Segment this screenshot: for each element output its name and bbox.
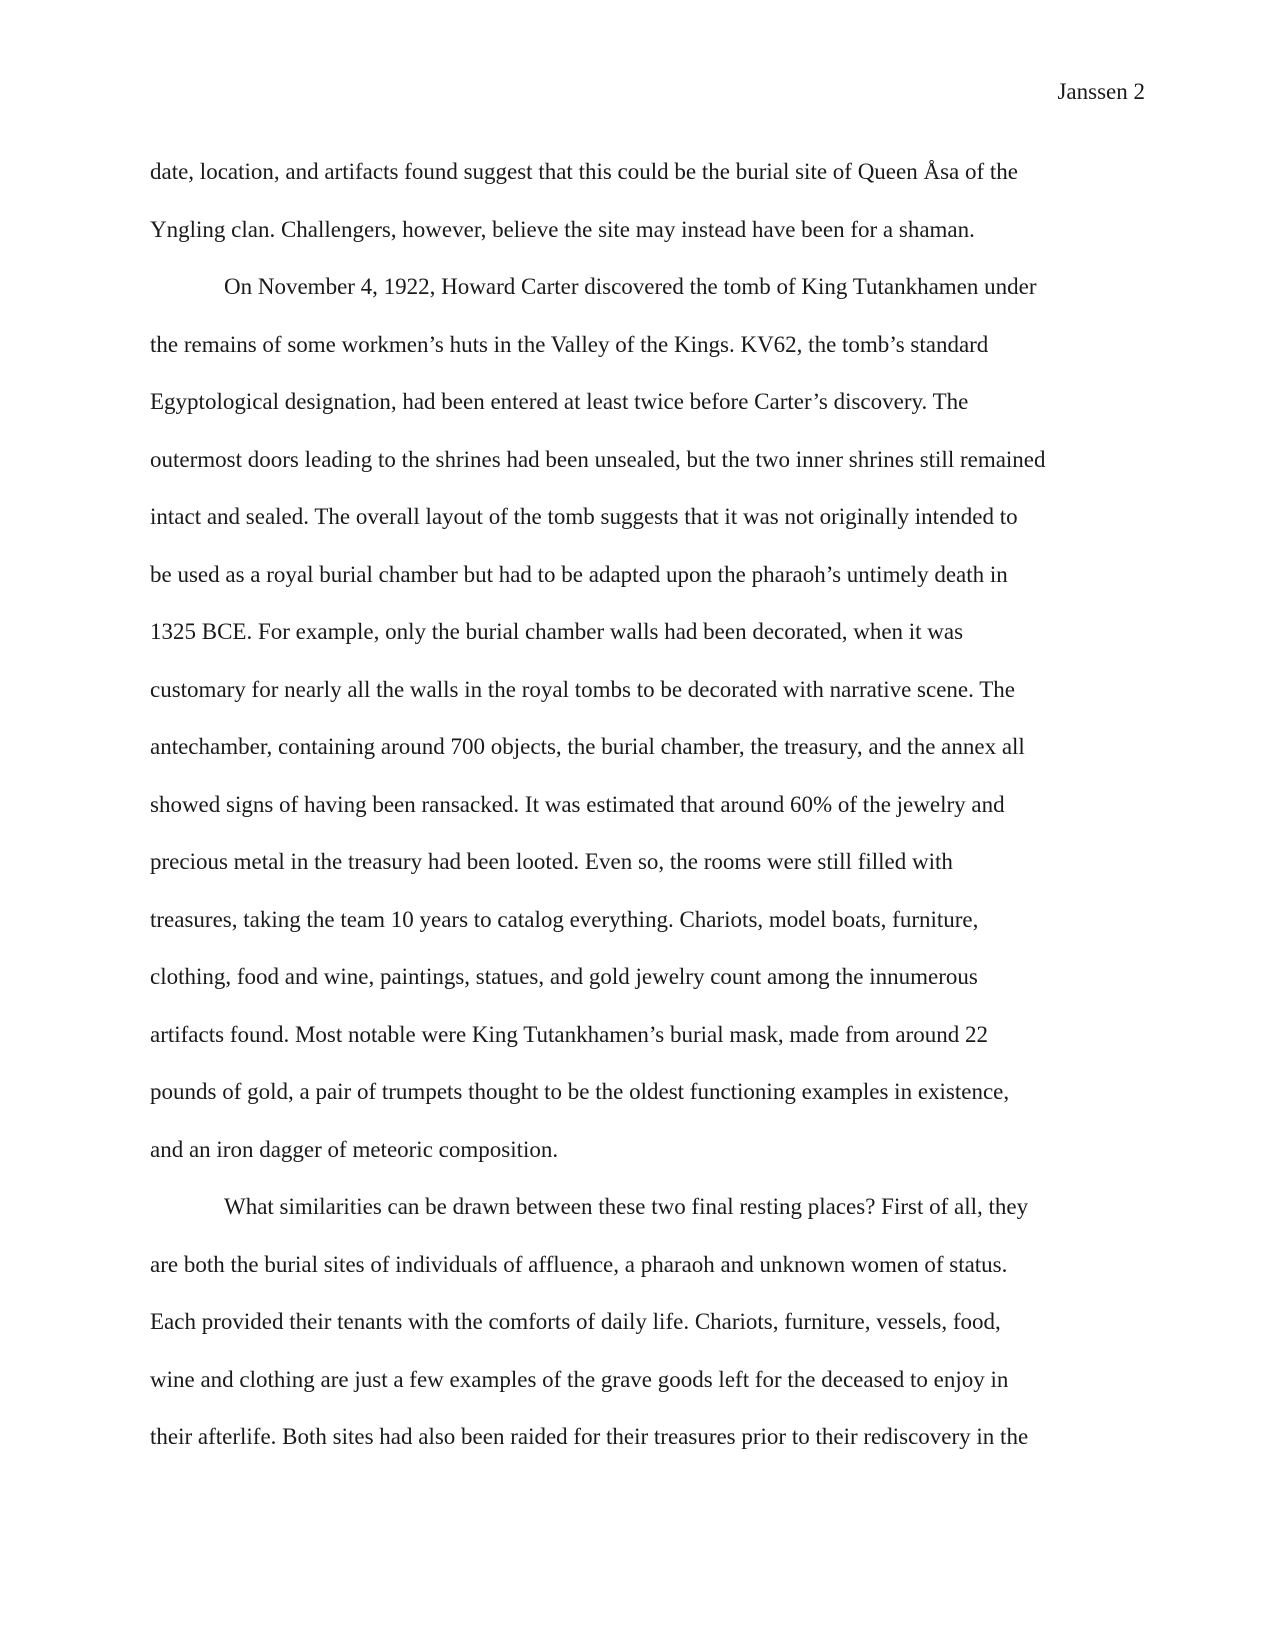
text-line: artifacts found. Most notable were King Tutankhamen’s burial mask, made from around 22 — [150, 1021, 989, 1047]
text-line: wine and clothing are just a few examples of the grave goods left for the deceased to enjoy in — [150, 1366, 1009, 1392]
text-line: their afterlife. Both sites had also been raided for their treasures prior to their rediscovery in the — [150, 1424, 1029, 1449]
text-line: date, location, and artifacts found suggest that this could be the burial site of Queen Åsa of the — [150, 159, 1019, 184]
text-line: customary for nearly all the walls in the royal tombs to be decorated with narrative scene. The — [150, 676, 1015, 702]
text-line: showed signs of having been ransacked. It was estimated that around 60% of the jewelry and — [150, 791, 1005, 817]
page-header: Janssen 2 — [1057, 79, 1145, 104]
paragraph-first-line: What similarities can be drawn between these two final resting places? First of all, they — [224, 1194, 1029, 1219]
text-line: be used as a royal burial chamber but had to be adapted upon the pharaoh’s untimely death in — [150, 561, 1008, 587]
text-line: intact and sealed. The overall layout of the tomb suggests that it was not originally intended to — [150, 504, 1018, 529]
text-line: Each provided their tenants with the comforts of daily life. Chariots, furniture, vessels, food, — [150, 1309, 1001, 1334]
text-line: outermost doors leading to the shrines had been unsealed, but the two inner shrines still remained — [150, 446, 1046, 472]
paragraph-first-line: On November 4, 1922, Howard Carter discovered the tomb of King Tutankhamen under — [224, 274, 1037, 299]
text-line: antechamber, containing around 700 objects, the burial chamber, the treasury, and the annex all — [150, 734, 1025, 759]
text-line: Yngling clan. Challengers, however, believe the site may instead have been for a shaman. — [150, 216, 975, 242]
text-line: pounds of gold, a pair of trumpets thought to be the oldest functioning examples in existence, — [150, 1079, 1010, 1104]
text-line: treasures, taking the team 10 years to catalog everything. Chariots, model boats, furniture, — [150, 906, 979, 932]
text-line: the remains of some workmen’s huts in the Valley of the Kings. KV62, the tomb’s standard — [150, 331, 989, 357]
text-line: are both the burial sites of individuals of affluence, a pharaoh and unknown women of status. — [150, 1251, 1008, 1277]
text-line: Egyptological designation, had been entered at least twice before Carter’s discovery. The — [150, 389, 969, 414]
text-line: and an iron dagger of meteoric composition. — [150, 1136, 559, 1162]
text-line: precious metal in the treasury had been looted. Even so, the rooms were still filled with — [150, 849, 953, 874]
text-line: 1325 BCE. For example, only the burial chamber walls had been decorated, when it was — [150, 619, 964, 644]
text-line: clothing, food and wine, paintings, statues, and gold jewelry count among the innumerous — [150, 964, 978, 989]
body-text — [150, 143, 1140, 1466]
